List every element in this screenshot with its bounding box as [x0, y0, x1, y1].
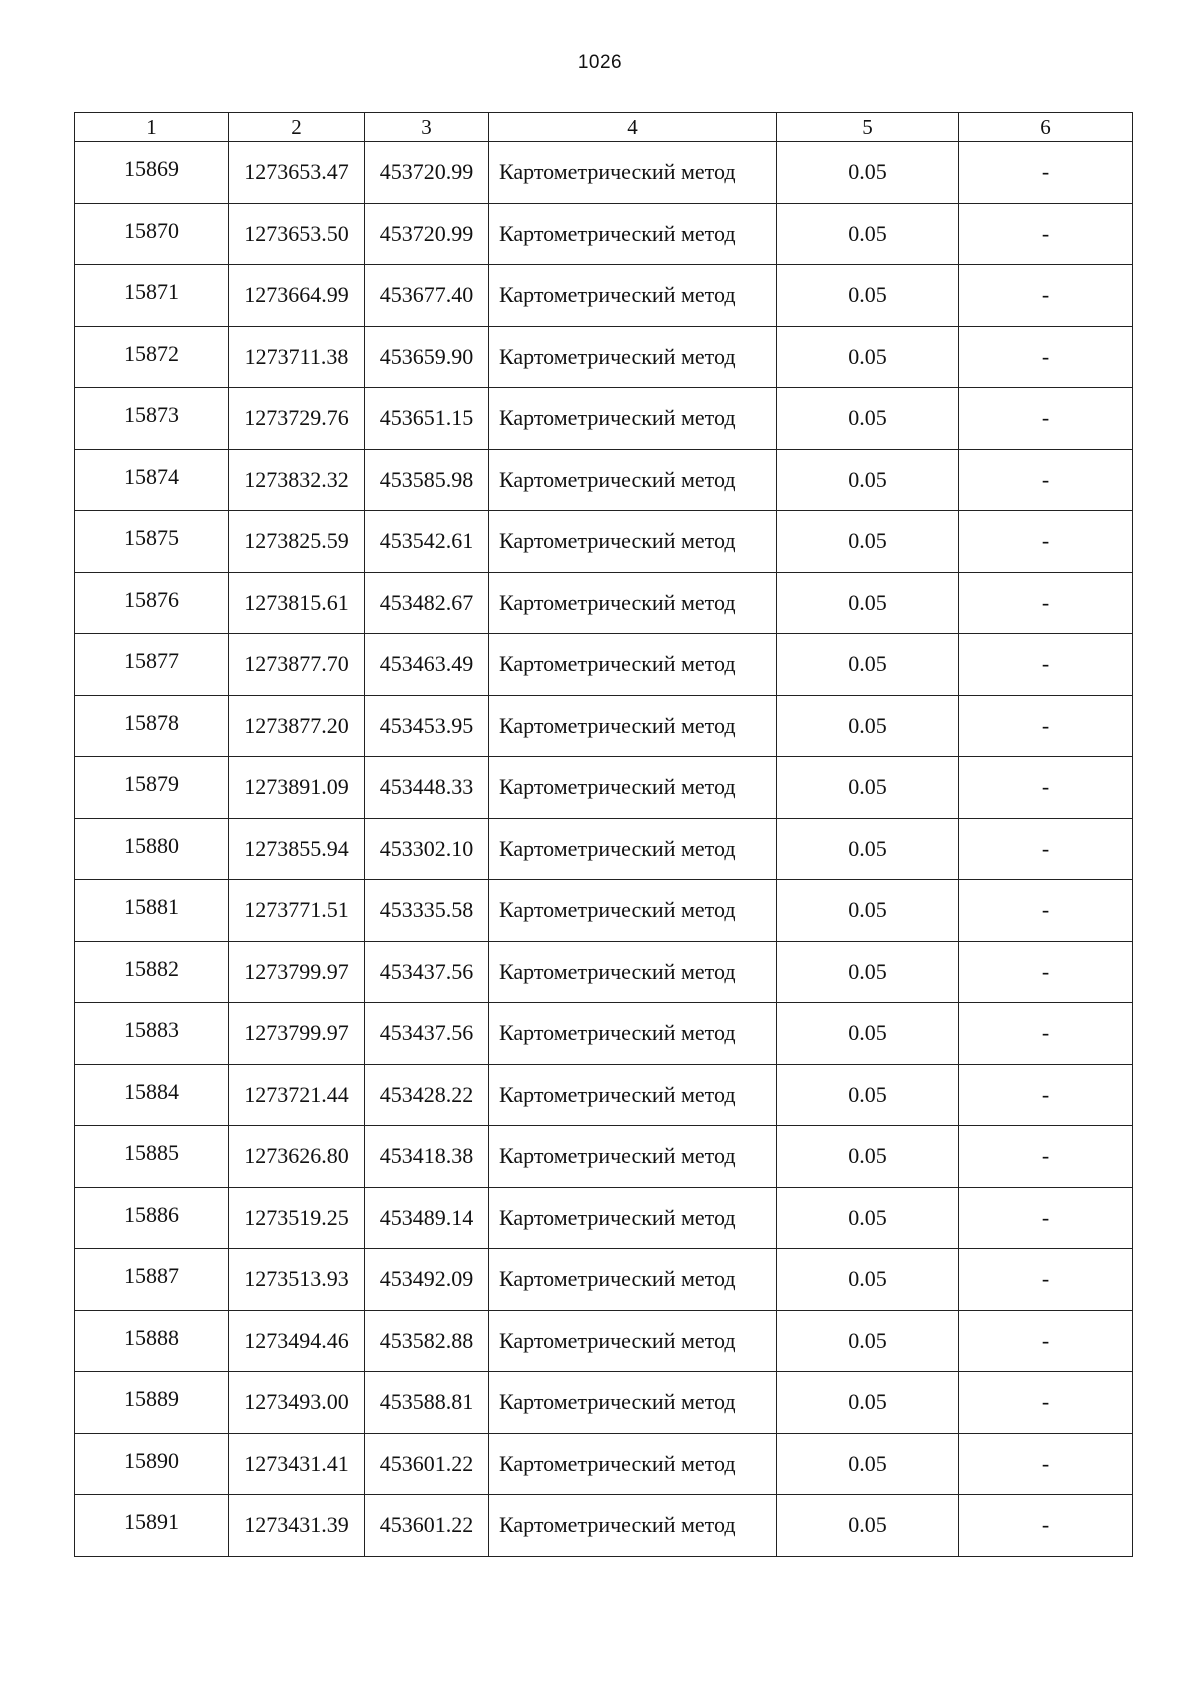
coordinate-y-cell: 453720.99 — [365, 142, 489, 204]
coordinate-x-cell: 1273493.00 — [229, 1372, 365, 1434]
accuracy-cell: 0.05 — [777, 1495, 959, 1557]
point-number-cell: 15879 — [75, 757, 229, 819]
method-cell: Картометрический метод — [489, 142, 777, 204]
note-cell: - — [959, 326, 1133, 388]
accuracy-cell: 0.05 — [777, 388, 959, 450]
accuracy-cell: 0.05 — [777, 695, 959, 757]
point-number-cell: 15885 — [75, 1126, 229, 1188]
table-row — [75, 1003, 1133, 1065]
coordinate-x-cell: 1273799.97 — [229, 1003, 365, 1065]
table-body — [75, 142, 1133, 1557]
coordinate-y-cell: 453448.33 — [365, 757, 489, 819]
table-row — [75, 203, 1133, 265]
table-row — [75, 1064, 1133, 1126]
accuracy-cell: 0.05 — [777, 880, 959, 942]
note-cell: - — [959, 1003, 1133, 1065]
note-cell: - — [959, 203, 1133, 265]
point-number-cell: 15884 — [75, 1064, 229, 1126]
page-number: 1026 — [577, 52, 623, 73]
table-row — [75, 1187, 1133, 1249]
coordinate-x-cell: 1273721.44 — [229, 1064, 365, 1126]
note-cell: - — [959, 941, 1133, 1003]
method-cell: Картометрический метод — [489, 326, 777, 388]
method-cell: Картометрический метод — [489, 1495, 777, 1557]
coordinate-x-cell: 1273729.76 — [229, 388, 365, 450]
note-cell: - — [959, 265, 1133, 327]
column-header: 4 — [489, 113, 777, 142]
point-number-cell: 15877 — [75, 634, 229, 696]
table-row — [75, 388, 1133, 450]
point-number-cell: 15889 — [75, 1372, 229, 1434]
note-cell: - — [959, 757, 1133, 819]
note-cell: - — [959, 1372, 1133, 1434]
coordinate-y-cell: 453651.15 — [365, 388, 489, 450]
note-cell: - — [959, 142, 1133, 204]
coordinate-y-cell: 453437.56 — [365, 941, 489, 1003]
point-number-cell: 15869 — [75, 142, 229, 204]
coordinate-y-cell: 453585.98 — [365, 449, 489, 511]
header-row — [75, 113, 1133, 142]
accuracy-cell: 0.05 — [777, 572, 959, 634]
note-cell: - — [959, 880, 1133, 942]
point-number-cell: 15874 — [75, 449, 229, 511]
table-row — [75, 265, 1133, 327]
method-cell: Картометрический метод — [489, 511, 777, 573]
table-row — [75, 1126, 1133, 1188]
note-cell: - — [959, 1187, 1133, 1249]
note-cell: - — [959, 1249, 1133, 1311]
point-number-cell: 15871 — [75, 265, 229, 327]
point-number-cell: 15890 — [75, 1433, 229, 1495]
column-header: 2 — [229, 113, 365, 142]
point-number-cell: 15886 — [75, 1187, 229, 1249]
coordinate-y-cell: 453601.22 — [365, 1495, 489, 1557]
note-cell: - — [959, 695, 1133, 757]
table-row — [75, 1495, 1133, 1557]
note-cell: - — [959, 1126, 1133, 1188]
table-row — [75, 695, 1133, 757]
method-cell: Картометрический метод — [489, 695, 777, 757]
method-cell: Картометрический метод — [489, 1372, 777, 1434]
note-cell: - — [959, 818, 1133, 880]
column-header: 3 — [365, 113, 489, 142]
method-cell: Картометрический метод — [489, 1003, 777, 1065]
coordinate-x-cell: 1273877.20 — [229, 695, 365, 757]
accuracy-cell: 0.05 — [777, 326, 959, 388]
method-cell: Картометрический метод — [489, 941, 777, 1003]
accuracy-cell: 0.05 — [777, 1064, 959, 1126]
note-cell: - — [959, 1310, 1133, 1372]
coordinate-y-cell: 453588.81 — [365, 1372, 489, 1434]
table-row — [75, 142, 1133, 204]
method-cell: Картометрический метод — [489, 265, 777, 327]
point-number-cell: 15891 — [75, 1495, 229, 1557]
accuracy-cell: 0.05 — [777, 511, 959, 573]
accuracy-cell: 0.05 — [777, 818, 959, 880]
accuracy-cell: 0.05 — [777, 941, 959, 1003]
coordinate-y-cell: 453302.10 — [365, 818, 489, 880]
table-row — [75, 1433, 1133, 1495]
note-cell: - — [959, 449, 1133, 511]
coordinate-y-cell: 453492.09 — [365, 1249, 489, 1311]
point-number-cell: 15880 — [75, 818, 229, 880]
accuracy-cell: 0.05 — [777, 203, 959, 265]
accuracy-cell: 0.05 — [777, 1126, 959, 1188]
coordinate-y-cell: 453601.22 — [365, 1433, 489, 1495]
method-cell: Картометрический метод — [489, 449, 777, 511]
method-cell: Картометрический метод — [489, 634, 777, 696]
coordinate-x-cell: 1273771.51 — [229, 880, 365, 942]
point-number-cell: 15887 — [75, 1249, 229, 1311]
coordinate-x-cell: 1273519.25 — [229, 1187, 365, 1249]
method-cell: Картометрический метод — [489, 572, 777, 634]
coordinate-x-cell: 1273431.41 — [229, 1433, 365, 1495]
coordinate-x-cell: 1273494.46 — [229, 1310, 365, 1372]
coordinate-x-cell: 1273626.80 — [229, 1126, 365, 1188]
accuracy-cell: 0.05 — [777, 142, 959, 204]
table-row — [75, 880, 1133, 942]
coordinate-y-cell: 453428.22 — [365, 1064, 489, 1126]
table-row — [75, 1310, 1133, 1372]
coordinate-x-cell: 1273815.61 — [229, 572, 365, 634]
table-row — [75, 511, 1133, 573]
method-cell: Картометрический метод — [489, 818, 777, 880]
table-row — [75, 572, 1133, 634]
method-cell: Картометрический метод — [489, 1187, 777, 1249]
point-number-cell: 15876 — [75, 572, 229, 634]
method-cell: Картометрический метод — [489, 388, 777, 450]
accuracy-cell: 0.05 — [777, 1249, 959, 1311]
coordinate-y-cell: 453463.49 — [365, 634, 489, 696]
point-number-cell: 15875 — [75, 511, 229, 573]
table-row — [75, 326, 1133, 388]
coordinate-y-cell: 453659.90 — [365, 326, 489, 388]
method-cell: Картометрический метод — [489, 1064, 777, 1126]
coordinate-y-cell: 453418.38 — [365, 1126, 489, 1188]
coordinate-x-cell: 1273431.39 — [229, 1495, 365, 1557]
coordinate-y-cell: 453677.40 — [365, 265, 489, 327]
point-number-cell: 15883 — [75, 1003, 229, 1065]
coordinate-x-cell: 1273664.99 — [229, 265, 365, 327]
coordinate-y-cell: 453542.61 — [365, 511, 489, 573]
coordinate-x-cell: 1273855.94 — [229, 818, 365, 880]
note-cell: - — [959, 511, 1133, 573]
coordinate-x-cell: 1273711.38 — [229, 326, 365, 388]
coordinate-x-cell: 1273799.97 — [229, 941, 365, 1003]
table-row — [75, 757, 1133, 819]
accuracy-cell: 0.05 — [777, 449, 959, 511]
method-cell: Картометрический метод — [489, 1310, 777, 1372]
coordinate-x-cell: 1273891.09 — [229, 757, 365, 819]
point-number-cell: 15873 — [75, 388, 229, 450]
accuracy-cell: 0.05 — [777, 1310, 959, 1372]
point-number-cell: 15881 — [75, 880, 229, 942]
coordinate-y-cell: 453582.88 — [365, 1310, 489, 1372]
column-header: 1 — [75, 113, 229, 142]
accuracy-cell: 0.05 — [777, 1433, 959, 1495]
table-row — [75, 449, 1133, 511]
point-number-cell: 15872 — [75, 326, 229, 388]
coordinate-y-cell: 453437.56 — [365, 1003, 489, 1065]
coordinate-x-cell: 1273653.50 — [229, 203, 365, 265]
coordinate-y-cell: 453482.67 — [365, 572, 489, 634]
table-row — [75, 1249, 1133, 1311]
note-cell: - — [959, 634, 1133, 696]
accuracy-cell: 0.05 — [777, 265, 959, 327]
accuracy-cell: 0.05 — [777, 757, 959, 819]
coordinate-x-cell: 1273653.47 — [229, 142, 365, 204]
method-cell: Картометрический метод — [489, 203, 777, 265]
note-cell: - — [959, 1495, 1133, 1557]
accuracy-cell: 0.05 — [777, 634, 959, 696]
note-cell: - — [959, 388, 1133, 450]
method-cell: Картометрический метод — [489, 1126, 777, 1188]
note-cell: - — [959, 1433, 1133, 1495]
method-cell: Картометрический метод — [489, 757, 777, 819]
point-number-cell: 15882 — [75, 941, 229, 1003]
column-header: 6 — [959, 113, 1133, 142]
method-cell: Картометрический метод — [489, 1249, 777, 1311]
coordinate-y-cell: 453453.95 — [365, 695, 489, 757]
table-row — [75, 1372, 1133, 1434]
method-cell: Картометрический метод — [489, 1433, 777, 1495]
note-cell: - — [959, 1064, 1133, 1126]
coordinate-x-cell: 1273832.32 — [229, 449, 365, 511]
accuracy-cell: 0.05 — [777, 1003, 959, 1065]
point-number-cell: 15870 — [75, 203, 229, 265]
table-header — [75, 113, 1133, 142]
note-cell: - — [959, 572, 1133, 634]
coordinate-y-cell: 453720.99 — [365, 203, 489, 265]
coordinate-x-cell: 1273825.59 — [229, 511, 365, 573]
coordinate-x-cell: 1273513.93 — [229, 1249, 365, 1311]
table-row — [75, 941, 1133, 1003]
method-cell: Картометрический метод — [489, 880, 777, 942]
coordinate-y-cell: 453489.14 — [365, 1187, 489, 1249]
point-number-cell: 15878 — [75, 695, 229, 757]
column-header: 5 — [777, 113, 959, 142]
accuracy-cell: 0.05 — [777, 1187, 959, 1249]
point-number-cell: 15888 — [75, 1310, 229, 1372]
coordinate-y-cell: 453335.58 — [365, 880, 489, 942]
coordinates-table — [74, 112, 1133, 1557]
table-row — [75, 634, 1133, 696]
accuracy-cell: 0.05 — [777, 1372, 959, 1434]
table-row — [75, 818, 1133, 880]
coordinate-x-cell: 1273877.70 — [229, 634, 365, 696]
